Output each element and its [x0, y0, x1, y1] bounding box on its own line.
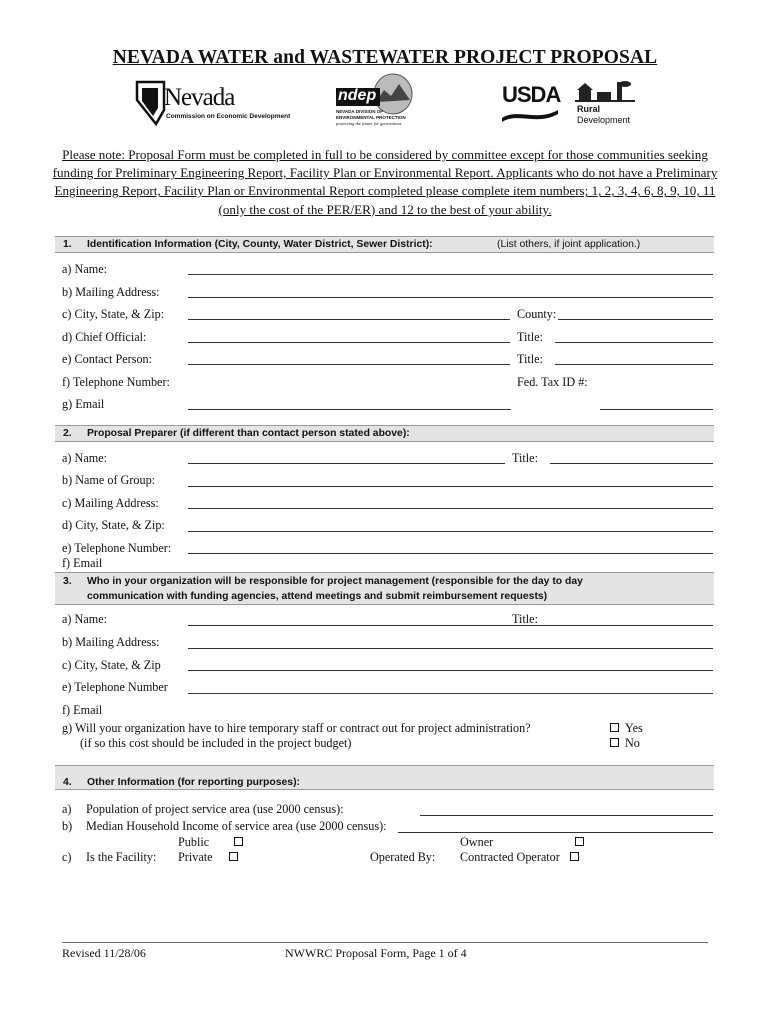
section-4-header [55, 765, 714, 790]
s3-title-label: Title: [512, 612, 538, 626]
s2-mailing-label: c) Mailing Address: [62, 496, 159, 510]
section-4-heading: Other Information (for reporting purposes): [87, 777, 301, 788]
s1-contact-label: e) Contact Person: [62, 352, 153, 366]
s1-chief-field[interactable] [188, 342, 510, 343]
section-3-heading-line-2: communication with funding agencies, attend meetings and submit reimbursement requests) [87, 590, 548, 602]
section-1-header [55, 236, 714, 253]
yes-checkbox-icon[interactable] [610, 723, 619, 732]
s2-email-label: f) Email [62, 556, 103, 570]
s4-b-key: b) [62, 819, 73, 833]
section-2-heading: Proposal Preparer (if different than contact person stated above): [87, 428, 410, 439]
usda-logo [502, 84, 560, 124]
footer-page: NWWRC Proposal Form, Page 1 of 4 [285, 946, 467, 960]
s3-hire-question: g) Will your organization have to hire temporary staff or contract out for project administration? [62, 721, 531, 735]
s3-telephone-label: e) Telephone Number [62, 680, 168, 694]
s3-no-label: No [625, 736, 640, 750]
s1-contact-title-label: Title: [517, 352, 543, 366]
section-3-heading-line-1: Who in your organization will be responsible for project management (responsible for the day to day [87, 576, 583, 587]
rural-logo-text-2: Development [577, 115, 631, 125]
s1-chief-title-field[interactable] [555, 342, 713, 343]
section-1-heading: Identification Information (City, County, Water District, Sewer District): [87, 239, 433, 250]
s2-telephone-field[interactable] [188, 553, 713, 554]
s3-email-label: f) Email [62, 703, 103, 717]
s1-city-field[interactable] [188, 319, 510, 320]
s2-group-field[interactable] [188, 486, 713, 487]
s2-city-label: d) City, State, & Zip: [62, 518, 165, 532]
s4-population-field[interactable] [420, 815, 713, 816]
s3-telephone-field[interactable] [188, 693, 713, 694]
s4-public-label: Public [178, 835, 210, 849]
s3-name-field[interactable] [188, 625, 713, 626]
s2-name-label: a) Name: [62, 451, 108, 465]
rural-logo-text-1: Rural [577, 104, 601, 114]
s3-mailing-label: b) Mailing Address: [62, 635, 160, 649]
s3-no-option[interactable] [608, 736, 640, 751]
s3-city-label: c) City, State, & Zip [62, 658, 161, 672]
owner-checkbox-icon[interactable] [575, 837, 584, 846]
ndep-logo-subtitle-2: ENVIRONMENTAL PROTECTION [336, 115, 406, 120]
s3-yes-option[interactable] [608, 721, 643, 736]
nevada-logo-subtitle: Commission on Economic Development [166, 113, 291, 120]
s3-city-field[interactable] [188, 670, 713, 671]
s4-a-key: a) [62, 802, 72, 816]
contracted-checkbox-icon[interactable] [570, 852, 579, 861]
footer-divider [62, 942, 708, 943]
rural-development-logo [575, 80, 637, 130]
private-checkbox-icon[interactable] [229, 852, 238, 861]
instructions-note: Please note: Proposal Form must be completed in full to be considered by committee except for those communities seeking funding for Preliminary Engineering Report, Facility Plan or Environmental Report. Applicants who do not have a Preliminary Engineering Report, Facility Plan or Environmental Report completed please complete item numbers; 1, 2, 3, 4, 6, 8, 9, 10, 11 (only the cost of the PER/ER) and 12 to the best of your ability. [52, 147, 718, 217]
s1-mailing-label: b) Mailing Address: [62, 285, 160, 299]
section-1-hint: (List others, if joint application.) [497, 239, 641, 250]
s1-name-label: a) Name: [62, 262, 108, 276]
s4-contracted-option[interactable] [460, 850, 585, 865]
public-checkbox-icon[interactable] [234, 837, 243, 846]
s2-title-field[interactable] [550, 463, 713, 464]
s2-mailing-field[interactable] [188, 508, 713, 509]
s2-name-field[interactable] [188, 463, 505, 464]
s4-c-key: c) [62, 850, 72, 864]
nevada-logo [134, 80, 291, 126]
s1-county-label: County: [517, 307, 557, 321]
s4-operated-label: Operated By: [370, 850, 436, 864]
s1-mailing-field[interactable] [188, 297, 713, 298]
s4-owner-label: Owner [460, 835, 494, 849]
s3-yes-label: Yes [625, 721, 643, 735]
s1-contact-field[interactable] [188, 364, 510, 365]
section-3-number: 3. [63, 576, 72, 587]
section-4-number: 4. [63, 777, 72, 788]
s2-city-field[interactable] [188, 531, 713, 532]
section-3-header [55, 572, 714, 605]
s4-public-option[interactable] [178, 835, 249, 850]
s1-chief-label: d) Chief Official: [62, 330, 147, 344]
s4-owner-option[interactable] [460, 835, 590, 850]
s1-email-label: g) Email [62, 397, 105, 411]
s1-taxid-field[interactable] [600, 409, 713, 410]
ndep-logo-tagline: protecting the future for generations [336, 121, 402, 126]
s1-contact-title-field[interactable] [555, 364, 713, 365]
ndep-logo-name: ndep [338, 87, 377, 104]
section-2-header [55, 425, 714, 442]
s2-telephone-label: e) Telephone Number: [62, 541, 172, 555]
footer-revised: Revised 11/28/06 [62, 946, 146, 960]
ndep-logo [336, 72, 416, 128]
s3-mailing-field[interactable] [188, 648, 713, 649]
s4-income-field[interactable] [398, 832, 713, 833]
s1-taxid-label: Fed. Tax ID #: [517, 375, 588, 389]
s2-group-label: b) Name of Group: [62, 473, 156, 487]
s3-hire-note: (if so this cost should be included in the project budget) [80, 736, 352, 750]
section-1-number: 1. [63, 239, 72, 250]
section-2-number: 2. [63, 428, 72, 439]
s2-title-label: Title: [512, 451, 538, 465]
document-title: NEVADA WATER and WASTEWATER PROJECT PROPOSAL [112, 47, 658, 68]
usda-swoosh-icon [502, 108, 560, 122]
s1-telephone-label: f) Telephone Number: [62, 375, 170, 389]
s4-facility-label: Is the Facility: [86, 850, 157, 864]
s4-income-label: Median Household Income of service area (use 2000 census): [86, 819, 387, 833]
no-checkbox-icon[interactable] [610, 738, 619, 747]
s1-email-field[interactable] [188, 409, 511, 410]
s1-chief-title-label: Title: [517, 330, 543, 344]
s4-private-option[interactable] [178, 850, 244, 865]
nevada-logo-name: Nevada [164, 84, 235, 111]
s1-city-label: c) City, State, & Zip: [62, 307, 165, 321]
s3-name-label: a) Name: [62, 612, 108, 626]
s4-population-label: Population of project service area (use 2000 census): [86, 802, 344, 816]
usda-logo-name: USDA [502, 82, 561, 107]
ndep-logo-subtitle-1: NEVADA DIVISION OF [336, 109, 384, 114]
s1-county-field[interactable] [558, 319, 713, 320]
s1-name-field[interactable] [188, 274, 713, 275]
s4-private-label: Private [178, 850, 213, 864]
rural-farm-icon [575, 80, 635, 102]
s4-contracted-label: Contracted Operator [460, 850, 560, 864]
